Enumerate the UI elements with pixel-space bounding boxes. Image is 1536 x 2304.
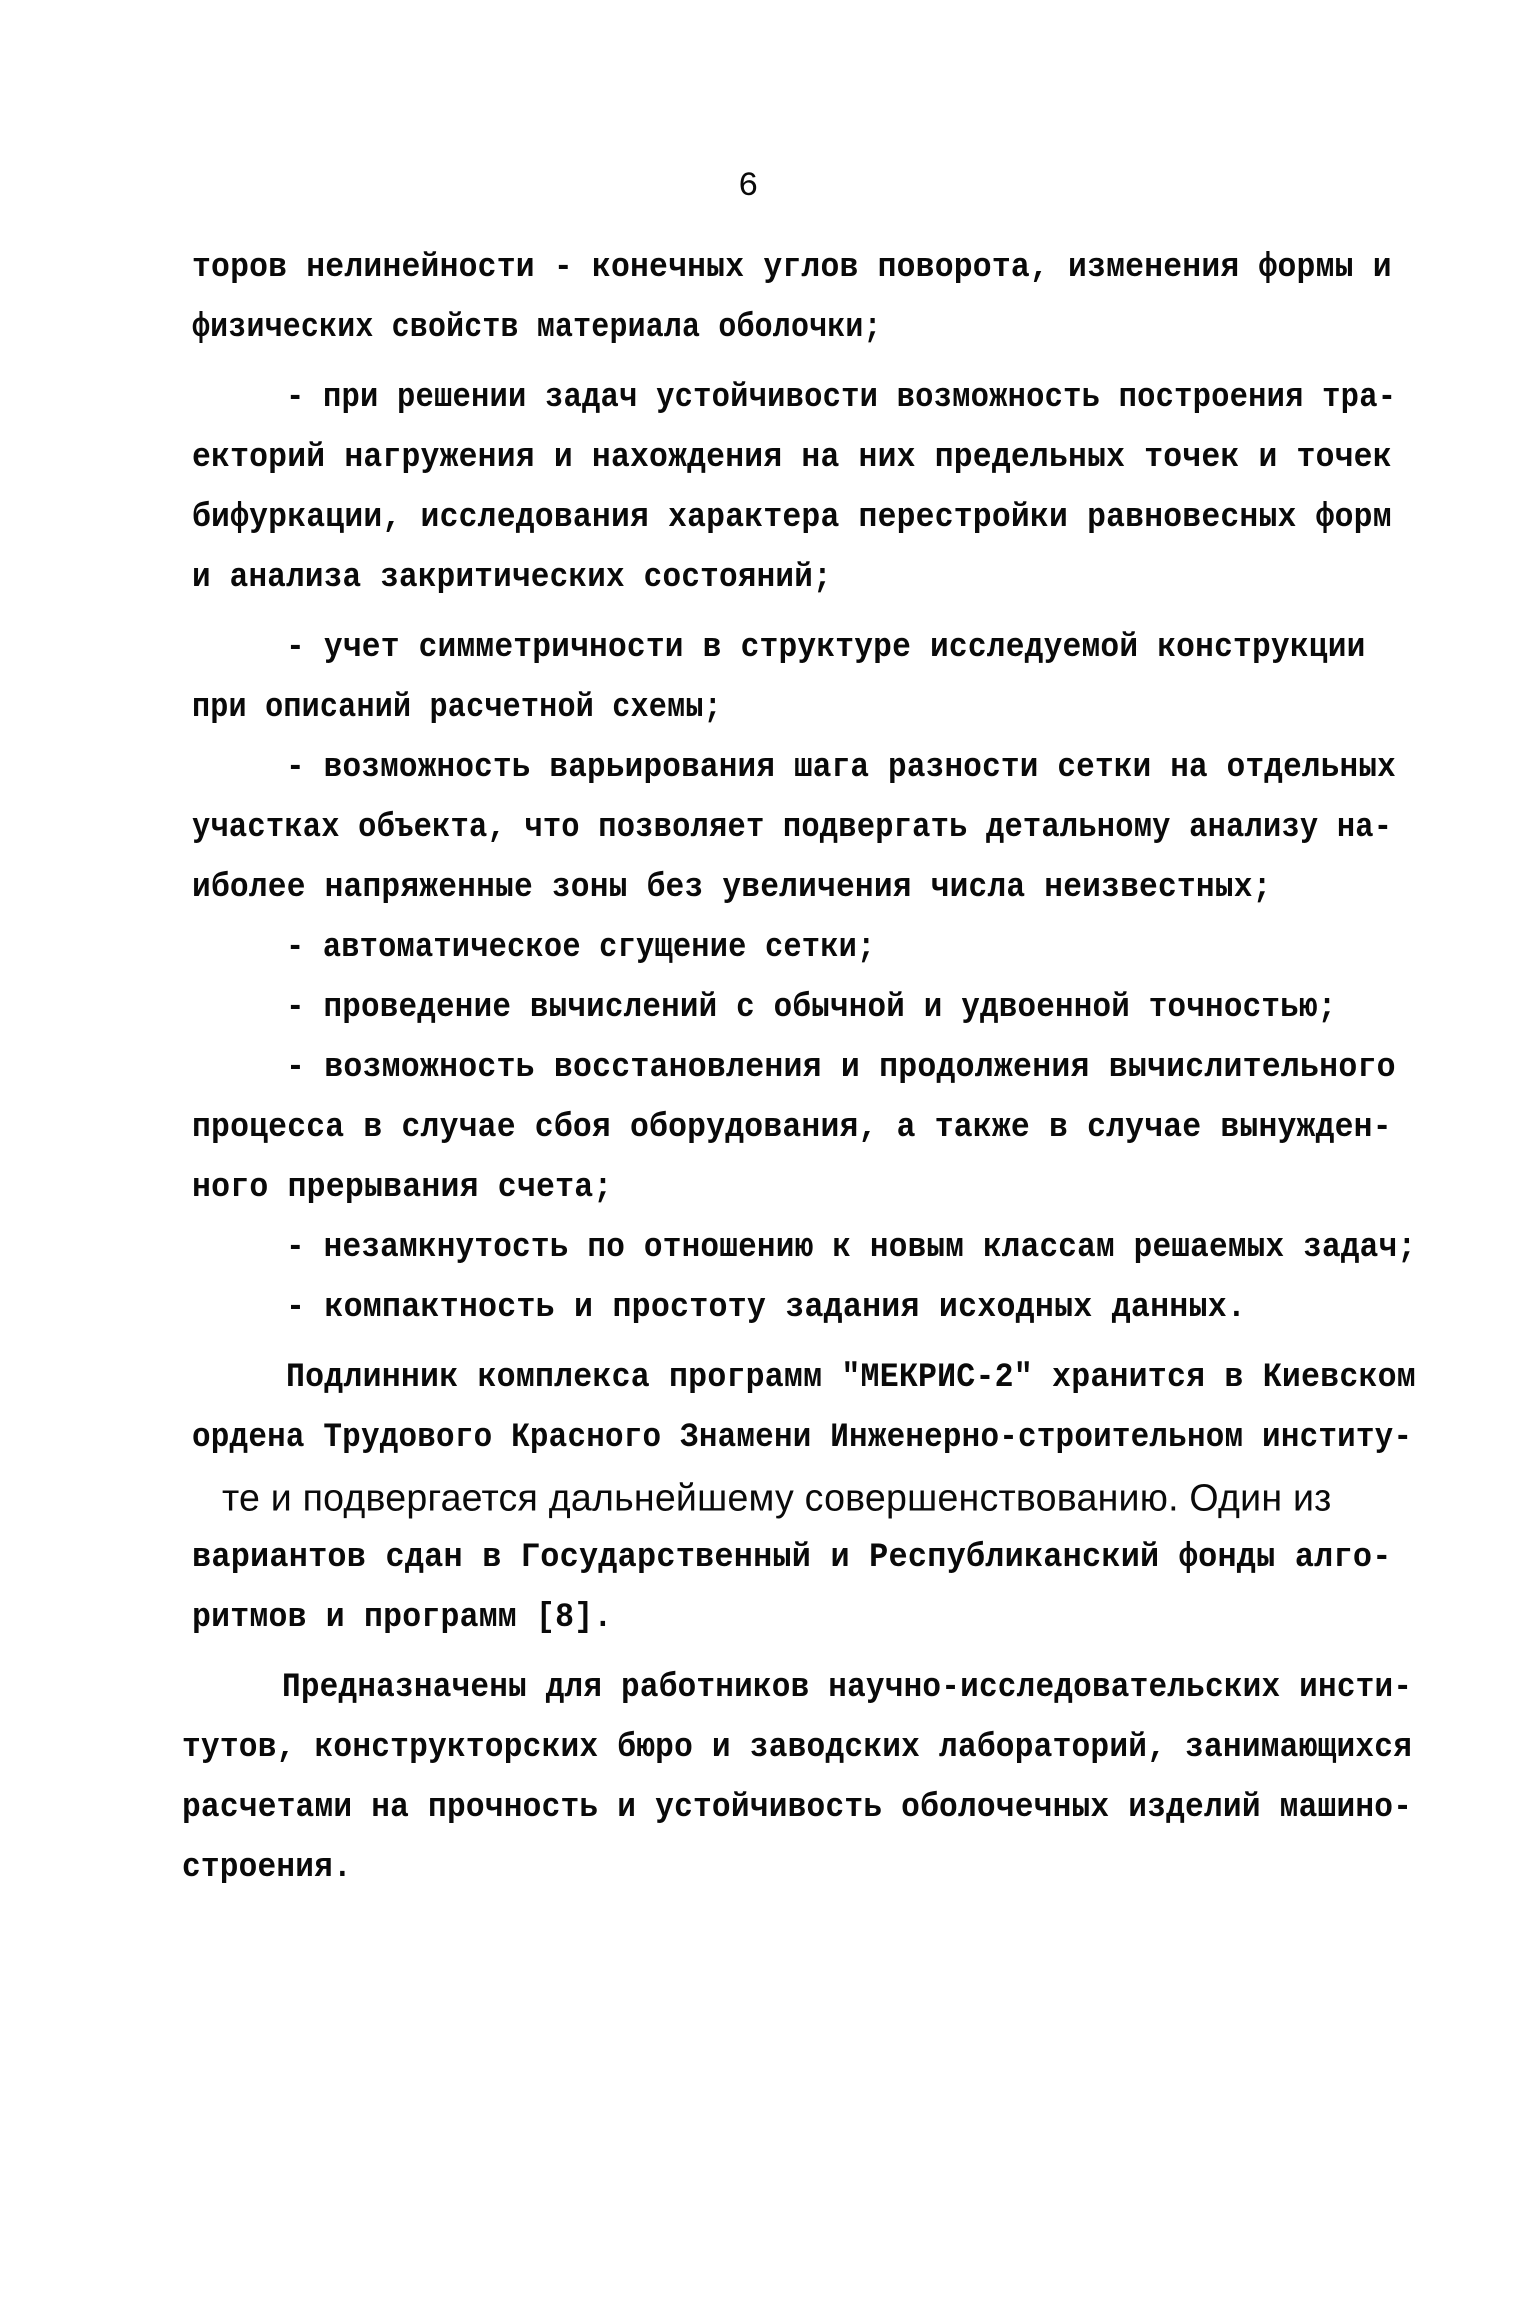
text-line: те и подвергается дальнейшему совершенствованию. Один из (222, 1476, 1332, 1519)
text-line: - при решении задач устойчивости возможность построения тра- (286, 378, 1397, 418)
text-line: строения. (182, 1848, 352, 1888)
text-line: торов нелинейности - конечных углов поворота, изменения формы и (192, 248, 1392, 288)
text-line: ного прерывания счета; (192, 1168, 613, 1208)
text-line: Предназначены для работников научно-исследовательских инсти- (282, 1668, 1413, 1708)
text-line: процесса в случае сбоя оборудования, а также в случае вынужден- (192, 1108, 1392, 1148)
text-line: участках объекта, что позволяет подвергать детальному анализу на- (192, 808, 1393, 848)
text-line: физических свойств материала оболочки; (192, 308, 882, 348)
text-line: - незамкнутость по отношению к новым классам решаемых задач; (286, 1228, 1417, 1268)
text-line: Подлинник комплекса программ "МЕКРИС-2" хранится в Киевском (286, 1358, 1416, 1398)
text-line: ордена Трудового Красного Знамени Инженерно-строительном институ- (192, 1418, 1413, 1458)
text-line: - возможность варьирования шага разности сетки на отдельных (286, 748, 1396, 788)
text-line: тутов, конструкторских бюро и заводских лабораторий, занимающихся (182, 1728, 1413, 1768)
text-line: и анализа закритических состояний; (192, 558, 832, 598)
text-line: - автоматическое сгущение сетки; (286, 928, 876, 968)
text-line: при описаний расчетной схемы; (192, 688, 722, 728)
text-line: иболее напряженные зоны без увеличения числа неизвестных; (192, 868, 1272, 908)
text-line: вариантов сдан в Государственный и Республиканский фонды алго- (192, 1538, 1392, 1578)
text-line: - учет симметричности в структуре исследуемой конструкции (286, 628, 1366, 668)
text-line: - возможность восстановления и продолжения вычислительного (286, 1048, 1396, 1088)
text-line: бифуркации, исследования характера перестройки равновесных форм (192, 498, 1392, 538)
text-line: екторий нагружения и нахождения на них предельных точек и точек (192, 438, 1392, 478)
text-line: - проведение вычислений с обычной и удвоенной точностью; (286, 988, 1337, 1028)
text-line: расчетами на прочность и устойчивость оболочечных изделий машино- (182, 1788, 1413, 1828)
text-line: ритмов и программ [8]. (192, 1598, 613, 1638)
page-number: 6 (738, 168, 759, 206)
text-line: - компактность и простоту задания исходных данных. (286, 1288, 1247, 1328)
